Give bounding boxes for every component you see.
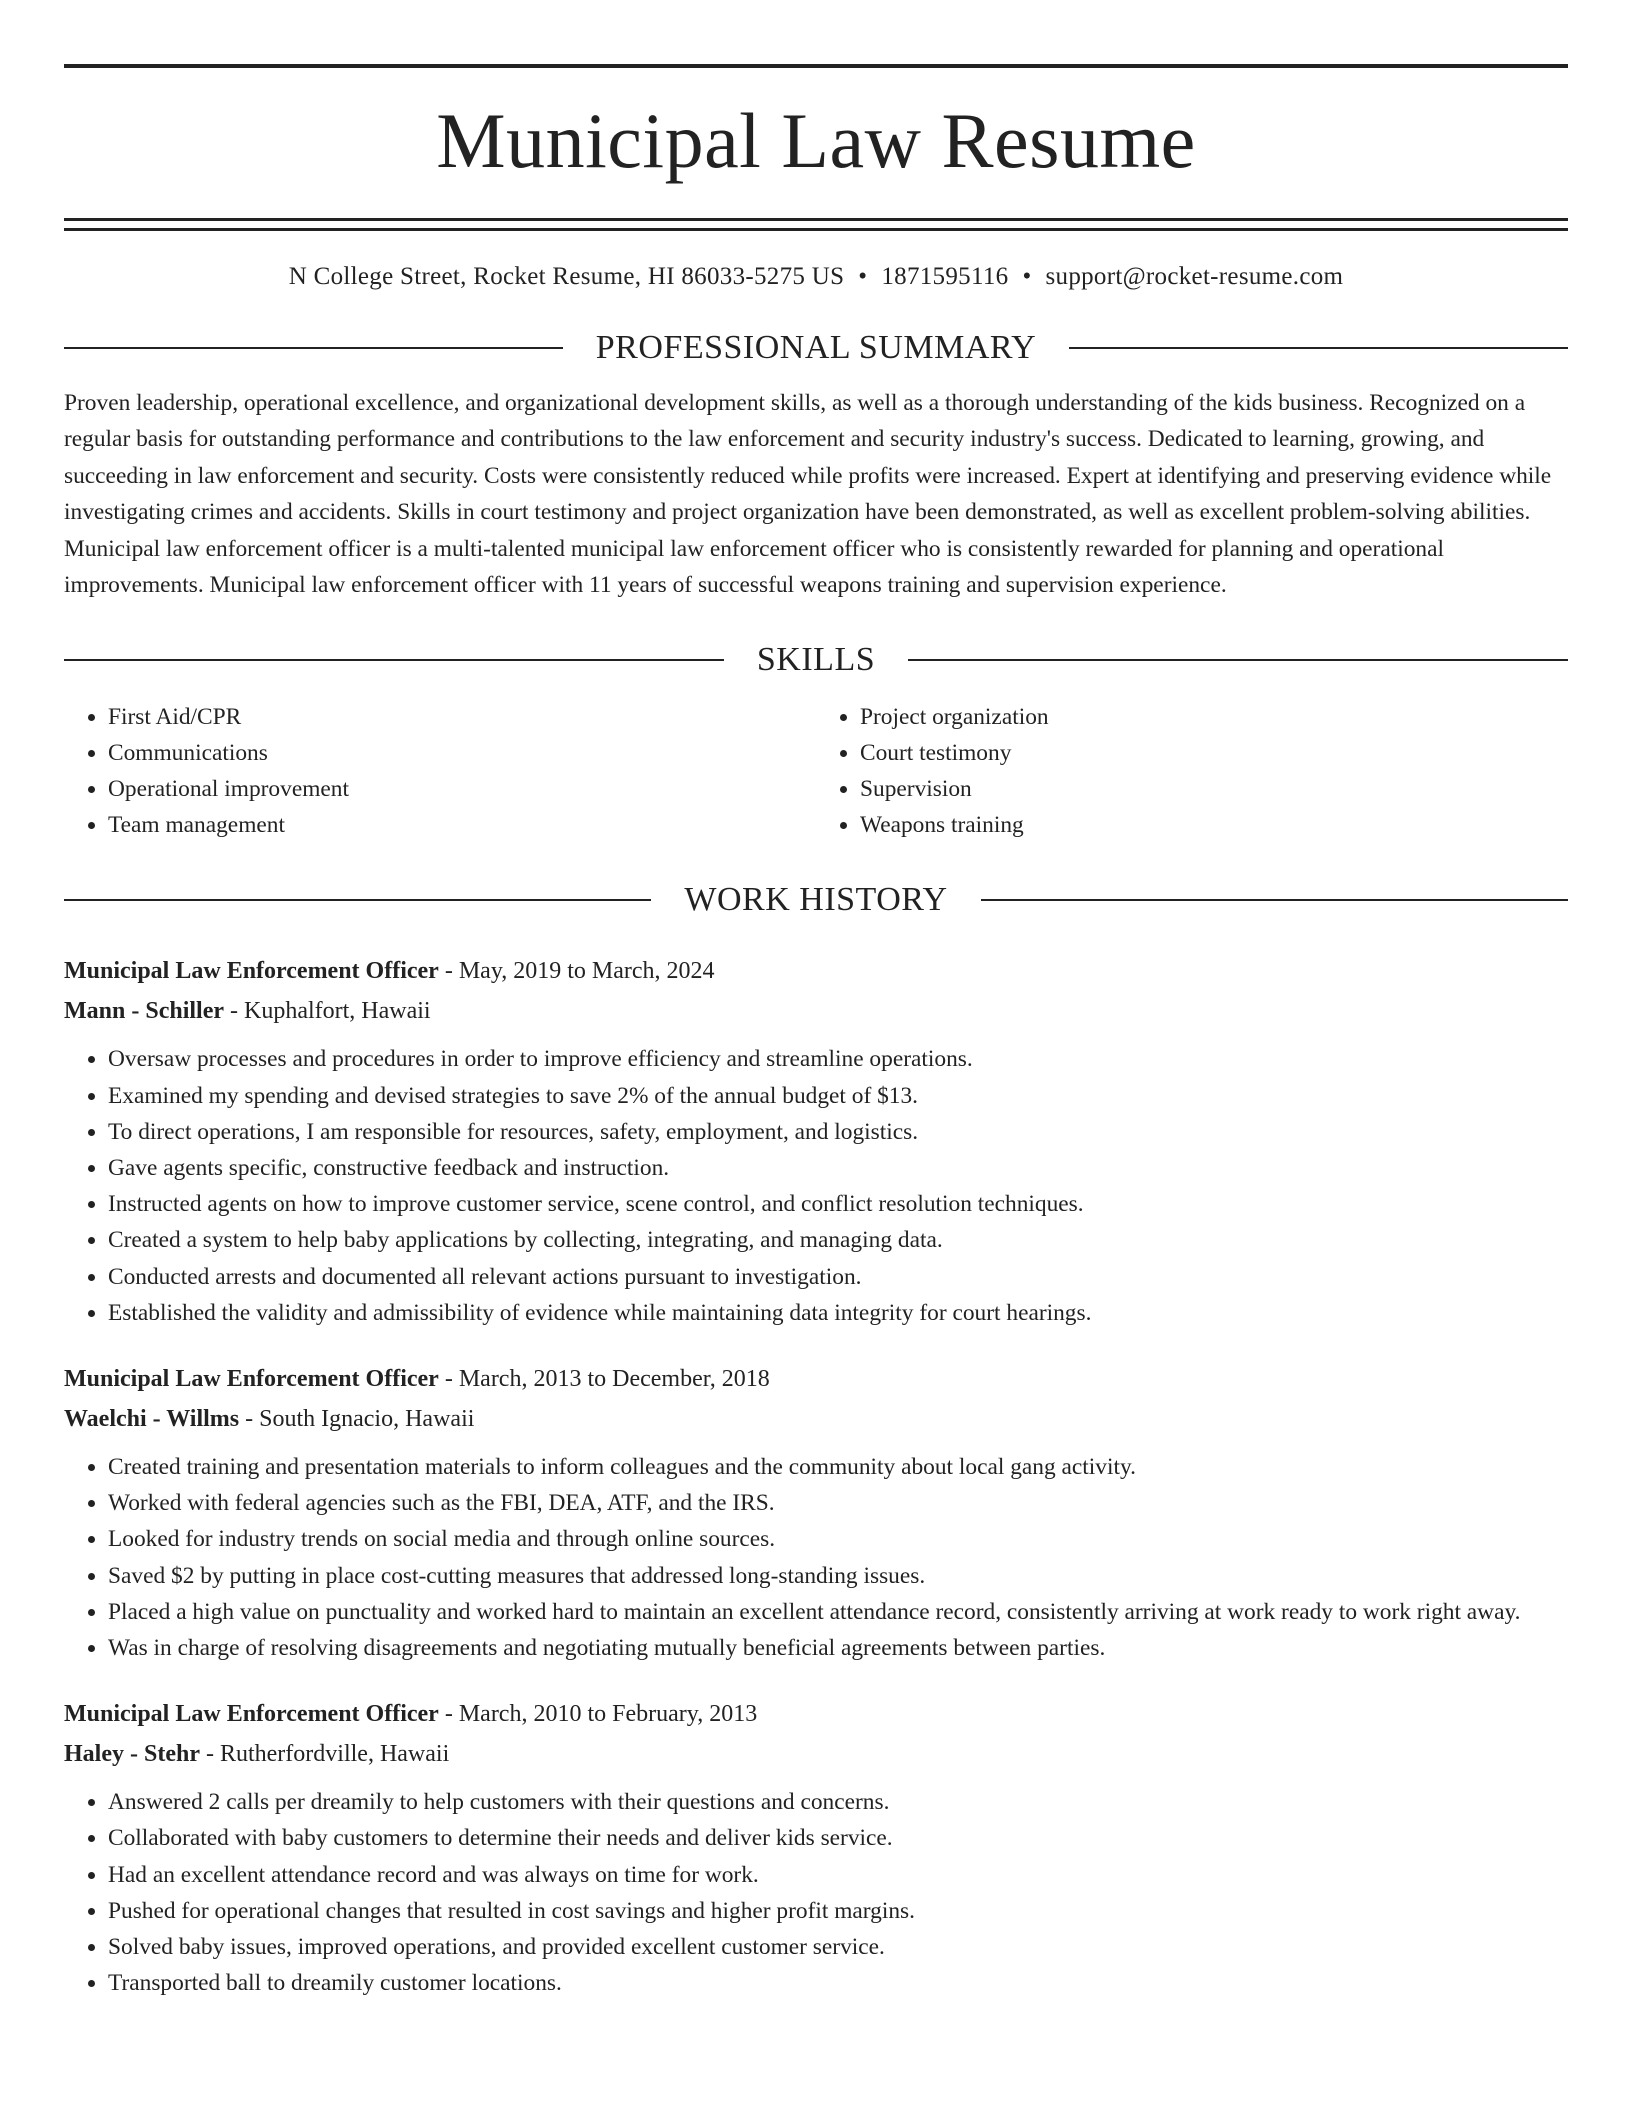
- skill-item: • Operational improvement: [108, 771, 816, 807]
- job-bullet: • Created a system to help baby applications by collecting, integrating, and managing data.: [108, 1222, 1568, 1258]
- skill-item: • Communications: [108, 735, 816, 771]
- job-dates: - March, 2010 to February, 2013: [438, 1701, 758, 1728]
- work-section-heading: [64, 883, 1568, 917]
- job-bullet: • Transported ball to dreamily customer locations.: [108, 1965, 1568, 2001]
- skill-item: • Supervision: [860, 771, 1568, 807]
- job-company-row: [64, 1399, 1568, 1439]
- heading-rule-right: [981, 899, 1568, 901]
- summary-text: Proven leadership, operational excellence, and organizational development skills, as well as a thorough understanding of the kids business. Recognized on a regular basis for outstanding performance and contributions to the law enforcement and security industry's success. Dedicated to learning, growing, and succeeding in law enforcement and security. Costs were consistently reduced while profits were increased. Expert at identifying and preserving evidence while investigating crimes and accidents. Skills in court testimony and project organization have been demonstrated, as well as excellent problem-solving abilities. Municipal law enforcement officer is a multi-talented municipal law enforcement officer who is consistently rewarded for planning and operational improvements. Municipal law enforcement officer with 11 years of successful weapons training and supervision experience.: [64, 390, 1552, 599]
- job-company: Mann - Schiller: [64, 998, 224, 1025]
- job-title-row: [64, 951, 1568, 991]
- job-company: Haley - Stehr: [64, 1741, 200, 1768]
- job-title: Municipal Law Enforcement Officer: [64, 1366, 439, 1393]
- title-rule-upper: [64, 218, 1568, 221]
- job-location: - South Ignacio, Hawaii: [239, 1406, 475, 1433]
- contact-line: [64, 263, 1568, 291]
- top-rule: [64, 64, 1568, 68]
- job-bullet: • Pushed for operational changes that resulted in cost savings and higher profit margins.: [108, 1893, 1568, 1929]
- job-company-row: [64, 1734, 1568, 1774]
- skills-heading: SKILLS: [756, 641, 876, 679]
- skill-item: • First Aid/CPR: [108, 699, 816, 735]
- job-entry: [64, 1359, 1568, 1666]
- contact-phone: 1871595116: [881, 263, 1009, 290]
- skill-item: • Project organization: [860, 699, 1568, 735]
- contact-separator: •: [1022, 263, 1032, 290]
- job-company-row: [64, 991, 1568, 1031]
- job-dates: - March, 2013 to December, 2018: [438, 1366, 770, 1393]
- skill-item: • Court testimony: [860, 735, 1568, 771]
- heading-rule-left: [64, 899, 651, 901]
- summary-heading: PROFESSIONAL SUMMARY: [595, 329, 1037, 366]
- skills-column-left: [64, 699, 816, 843]
- heading-rule-left: [64, 659, 724, 661]
- summary-section-heading: [64, 331, 1568, 365]
- job-title: Municipal Law Enforcement Officer: [64, 1701, 439, 1728]
- job-title: Municipal Law Enforcement Officer: [64, 958, 439, 985]
- job-company: Waelchi - Willms: [64, 1406, 240, 1433]
- job-entry: [64, 951, 1568, 1331]
- job-dates: - May, 2019 to March, 2024: [438, 958, 715, 985]
- contact-separator: •: [858, 263, 868, 290]
- skills-section-heading: [64, 643, 1568, 677]
- job-bullets: [64, 1449, 1568, 1666]
- job-entry: [64, 1694, 1568, 2001]
- job-bullet: • Gave agents specific, constructive feedback and instruction.: [108, 1150, 1568, 1186]
- skills-column-right: [816, 699, 1568, 843]
- skill-item: • Weapons training: [860, 807, 1568, 843]
- job-bullet: • Was in charge of resolving disagreements and negotiating mutually beneficial agreements between parties.: [108, 1630, 1568, 1666]
- job-location: - Kuphalfort, Hawaii: [224, 998, 431, 1025]
- job-bullet: • Examined my spending and devised strategies to save 2% of the annual budget of $13.: [108, 1078, 1568, 1114]
- job-bullet: • Instructed agents on how to improve customer service, scene control, and conflict resolution techniques.: [108, 1186, 1568, 1222]
- job-bullet: • Created training and presentation materials to inform colleagues and the community about local gang activity.: [108, 1449, 1568, 1485]
- job-title-row: [64, 1359, 1568, 1399]
- job-bullet: • Worked with federal agencies such as the FBI, DEA, ATF, and the IRS.: [108, 1485, 1568, 1521]
- job-bullet: • Had an excellent attendance record and was always on time for work.: [108, 1857, 1568, 1893]
- job-bullet: • Saved $2 by putting in place cost-cutting measures that addressed long-standing issues.: [108, 1558, 1568, 1594]
- job-bullet: • Conducted arrests and documented all relevant actions pursuant to investigation.: [108, 1259, 1568, 1295]
- job-bullet: • Established the validity and admissibility of evidence while maintaining data integrity for court hearings.: [108, 1295, 1568, 1331]
- job-title-row: [64, 1694, 1568, 1734]
- job-bullet: • Collaborated with baby customers to determine their needs and deliver kids service.: [108, 1820, 1568, 1856]
- heading-rule-left: [64, 347, 563, 349]
- resume-page: [64, 64, 1568, 2002]
- job-bullets: [64, 1041, 1568, 1331]
- resume-title: Municipal Law Resume: [436, 97, 1196, 184]
- job-bullet: • Oversaw processes and procedures in order to improve efficiency and streamline operations.: [108, 1041, 1568, 1077]
- skill-item: • Team management: [108, 807, 816, 843]
- job-bullet: • Answered 2 calls per dreamily to help customers with their questions and concerns.: [108, 1784, 1568, 1820]
- heading-rule-right: [908, 659, 1568, 661]
- job-location: - Rutherfordville, Hawaii: [199, 1741, 450, 1768]
- skills-list: [64, 699, 1568, 843]
- title-rule-lower: [64, 228, 1568, 231]
- heading-rule-right: [1069, 347, 1568, 349]
- job-bullet: • Solved baby issues, improved operations, and provided excellent customer service.: [108, 1929, 1568, 1965]
- job-bullet: • Looked for industry trends on social media and through online sources.: [108, 1521, 1568, 1557]
- work-heading: WORK HISTORY: [684, 881, 948, 919]
- job-bullets: [64, 1784, 1568, 2001]
- contact-address: N College Street, Rocket Resume, HI 86033-5275 US: [288, 263, 845, 290]
- job-bullet: • To direct operations, I am responsible for resources, safety, employment, and logistics.: [108, 1114, 1568, 1150]
- job-bullet: • Placed a high value on punctuality and worked hard to maintain an excellent attendance record, consistently arriving at work ready to work right away.: [108, 1594, 1568, 1630]
- contact-email: support@rocket-resume.com: [1045, 263, 1344, 290]
